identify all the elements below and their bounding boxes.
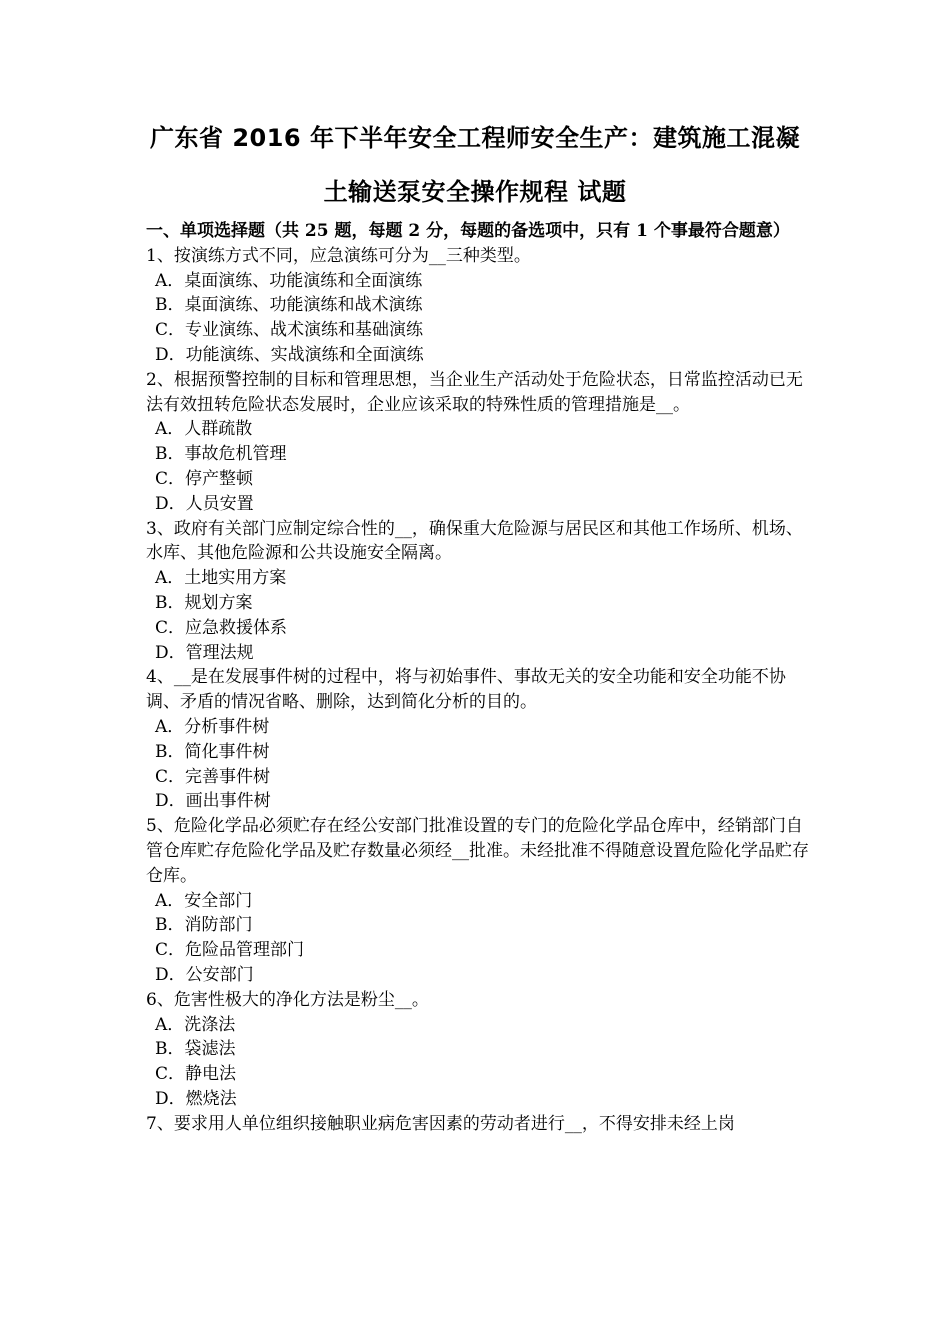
answer-option: B．规划方案 <box>155 592 253 613</box>
section-heading: 一、单项选择题（共 25 题，每题 2 分，每题的备选项中，只有 1 个事最符合题意） <box>146 221 790 241</box>
question-stem: 4、__是在发展事件树的过程中，将与初始事件、事故无关的安全功能和安全功能不协调、矛盾的情况省略、删除，达到简化分析的目的。 <box>146 667 786 713</box>
question-stem: 2、根据预警控制的目标和管理思想，当企业生产活动处于危险状态，日常监控活动已无法有效扭转危险状态发展时，企业应该采取的特殊性质的管理措施是__。 <box>146 369 803 415</box>
answer-option: C．静电法 <box>155 1064 237 1085</box>
answer-option: B．简化事件树 <box>155 741 270 762</box>
question-block <box>146 814 816 988</box>
answer-option: D．画出事件树 <box>155 791 271 812</box>
question-stem: 7、要求用人单位组织接触职业病危害因素的劳动者进行__，不得安排未经上岗 <box>146 1113 735 1134</box>
answer-option: C．完善事件树 <box>155 766 271 787</box>
answer-option: C．停产整顿 <box>155 468 254 489</box>
answer-option: B．袋滤法 <box>155 1039 236 1060</box>
question-block <box>146 517 816 666</box>
answer-option: C．应急救援体系 <box>155 617 288 638</box>
answer-option: B．消防部门 <box>155 915 253 936</box>
document-body <box>146 219 816 1136</box>
answer-option: A．洗涤法 <box>155 1014 236 1035</box>
question-list <box>146 244 816 1137</box>
answer-option: D．人员安置 <box>155 493 254 514</box>
option-list <box>146 417 816 516</box>
answer-option: D．燃烧法 <box>155 1088 237 1109</box>
document-title-line1: 广东省 2016 年下半年安全工程师安全生产：建筑施工混凝 <box>149 124 800 152</box>
answer-option: C．危险品管理部门 <box>155 940 305 961</box>
option-list <box>146 1013 816 1112</box>
answer-option: D．功能演练、实战演练和全面演练 <box>155 344 424 365</box>
option-list <box>146 889 816 988</box>
question-stem: 1、按演练方式不同，应急演练可分为__三种类型。 <box>146 245 531 266</box>
answer-option: C．专业演练、战术演练和基础演练 <box>155 320 424 341</box>
question-stem: 5、危险化学品必须贮存在经公安部门批准设置的专门的危险化学品仓库中，经销部门自管仓库贮存危险化学品及贮存数量必须经__批准。未经批准不得随意设置危险化学品贮存仓库。 <box>146 816 809 886</box>
question-block <box>146 244 816 368</box>
question-block <box>146 1112 816 1137</box>
question-block <box>146 368 816 517</box>
option-list <box>146 566 816 665</box>
answer-option: A．土地实用方案 <box>155 568 287 589</box>
question-stem: 6、危害性极大的净化方法是粉尘__。 <box>146 989 429 1010</box>
option-list <box>146 269 816 368</box>
answer-option: B．桌面演练、功能演练和战术演练 <box>155 295 423 316</box>
question-block <box>146 988 816 1112</box>
answer-option: A．人群疏散 <box>155 419 253 440</box>
option-list <box>146 715 816 814</box>
question-block <box>146 665 816 814</box>
answer-option: D．公安部门 <box>155 964 254 985</box>
answer-option: A．桌面演练、功能演练和全面演练 <box>155 270 423 291</box>
answer-option: A．安全部门 <box>155 890 253 911</box>
document-title-line2: 土输送泵安全操作规程 试题 <box>323 178 627 206</box>
question-stem: 3、政府有关部门应制定综合性的__，确保重大危险源与居民区和其他工作场所、机场、水库、其他危险源和公共设施安全隔离。 <box>146 518 803 564</box>
answer-option: A．分析事件树 <box>155 716 270 737</box>
answer-option: D．管理法规 <box>155 642 254 663</box>
answer-option: B．事故危机管理 <box>155 444 287 465</box>
